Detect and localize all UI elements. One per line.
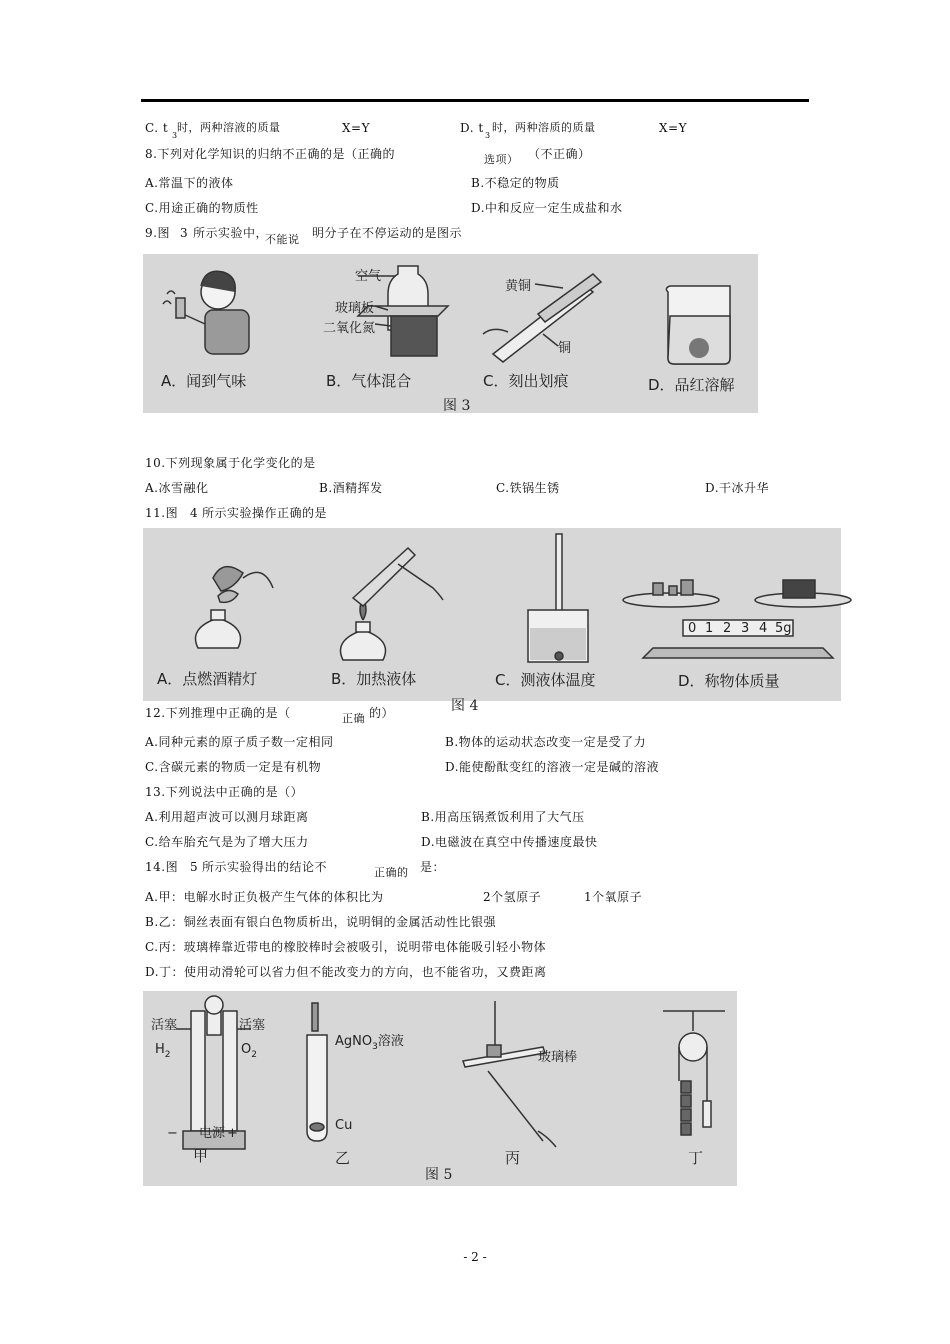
fig3-glass-label: 玻璃板 xyxy=(335,301,375,316)
q9-stem-mid: 不能说 xyxy=(265,233,300,246)
q12-option-d: D.能使酚酞变红的溶液一定是碱的溶液 xyxy=(445,760,660,774)
fig5-label-yi: 乙 xyxy=(335,1149,351,1167)
q14-option-a-mid: 2个氢原子 xyxy=(483,890,542,904)
fig4-label-b: B．加热液体 xyxy=(331,670,417,688)
q7-option-c-rel: X=Y xyxy=(342,121,371,135)
fig5-h2-label: $H_2$ xyxy=(155,1042,171,1060)
child-smelling-illustration xyxy=(163,271,249,354)
q7-option-d-rel: X=Y xyxy=(659,121,688,135)
fig3-label-c: C．刻出划痕 xyxy=(483,372,569,390)
q14-option-a-tail: 1个氧原子 xyxy=(584,890,643,904)
q7-option-d: D. t xyxy=(460,121,484,135)
scale-tick-4: 4 xyxy=(759,621,768,636)
fig4-label-d: D．称物体质量 xyxy=(678,672,780,690)
q9-fig-num: 3 xyxy=(180,226,189,240)
brass-copper-illustration xyxy=(483,274,601,362)
q13-stem: 13.下列说法中正确的是（） xyxy=(145,785,304,799)
q10-option-d: D.干冰升华 xyxy=(705,481,770,495)
page-number: - 2 - xyxy=(463,1250,487,1264)
q11-fig-num: 4 xyxy=(190,506,199,520)
q7-option-c: C. t xyxy=(145,121,169,135)
figure-5 xyxy=(143,991,737,1186)
glass-rod-illustration xyxy=(463,1001,556,1147)
q10-option-a: A.冰雪融化 xyxy=(145,481,209,495)
q12-option-c: C.含碳元素的物质一定是有机物 xyxy=(145,760,322,774)
q14-option-c: C.丙：玻璃棒靠近带电的橡胶棒时会被吸引，说明带电体能吸引轻小物体 xyxy=(145,940,547,954)
q13-option-d: D.电磁波在真空中传播速度最快 xyxy=(421,835,598,849)
scale-tick-0: 0 xyxy=(688,621,697,636)
q10-option-b: B.酒精挥发 xyxy=(319,481,383,495)
q14-option-b: B.乙：铜丝表面有银白色物质析出，说明铜的金属活动性比银强 xyxy=(145,915,497,929)
q8-option-b: B.不稳定的物质 xyxy=(471,176,560,190)
q10-option-c: C.铁锅生锈 xyxy=(496,481,560,495)
q12-option-b: B.物体的运动状态改变一定是受了力 xyxy=(445,735,647,749)
fig4-caption: 图 4 xyxy=(451,698,479,714)
fig5-agno3-label: AgNO$_3$溶液 xyxy=(335,1034,404,1052)
q8-option-d: D.中和反应一定生成盐和水 xyxy=(471,201,623,215)
fig5-glass-rod-label: 玻璃棒 xyxy=(538,1050,578,1065)
q14-stem-2: 所示实验得出的结论不 xyxy=(202,860,328,874)
q7-option-d-text: 时，两种溶质的质量 xyxy=(492,121,596,134)
q8-stem-tail: （不正确） xyxy=(528,147,591,161)
q14-fig-num: 5 xyxy=(190,860,199,874)
thermometer-beaker-illustration xyxy=(528,534,588,662)
alcohol-lamp-lighting-illustration xyxy=(196,567,274,648)
fig5-power-label: 电源 xyxy=(199,1126,226,1141)
fig5-minus: − xyxy=(167,1126,178,1141)
fig3-label-d: D．品红溶解 xyxy=(648,376,735,394)
fig3-label-b: B．气体混合 xyxy=(326,372,412,390)
q12-stem-mid: 正确 xyxy=(342,712,365,725)
fig3-no2-label: 二氧化氮 xyxy=(323,321,376,336)
fig5-caption: 图 5 xyxy=(425,1167,453,1183)
q12-option-a: A.同种元素的原子质子数一定相同 xyxy=(145,735,334,749)
fig3-copper-label: 铜 xyxy=(558,341,572,356)
q14-stem: 14.图 xyxy=(145,860,179,874)
q9-stem-2: 所示实验中， xyxy=(193,226,269,240)
q11-stem-2: 所示实验操作正确的是 xyxy=(202,506,328,520)
figure-3 xyxy=(143,254,758,413)
q8-stem: 8.下列对化学知识的归纳不正确的是（正确的 xyxy=(145,147,395,161)
fig5-label-ding: 丁 xyxy=(688,1149,704,1167)
q7-option-c-text: 时，两种溶液的质量 xyxy=(177,121,281,134)
fig3-caption: 图 3 xyxy=(443,398,471,414)
q13-option-c: C.给车胎充气是为了增大压力 xyxy=(145,835,309,849)
scale-tick-2: 2 xyxy=(723,621,732,636)
q14-stem-mid: 正确的 xyxy=(374,866,409,879)
fig5-o2-label: $O_2$ xyxy=(241,1042,257,1060)
scale-tick-1: 1 xyxy=(705,621,714,636)
q12-stem-tail: 的） xyxy=(369,706,395,720)
fig5-stopcock-left: 活塞 xyxy=(151,1018,178,1033)
heating-liquid-illustration xyxy=(341,548,444,660)
fig4-label-a: A．点燃酒精灯 xyxy=(157,670,258,688)
beaker-dye-illustration xyxy=(666,286,730,364)
test-tube-illustration xyxy=(307,1003,327,1141)
fig5-cu-label: Cu xyxy=(335,1118,353,1133)
balance-illustration xyxy=(623,580,851,658)
q9-stem-tail: 明分子在不停运动的是图示 xyxy=(312,226,463,240)
q8-option-c: C.用途正确的物质性 xyxy=(145,201,259,215)
fig3-air-label: 空气 xyxy=(355,269,382,284)
scale-tick-3: 3 xyxy=(741,621,750,636)
scale-tick-5: 5g xyxy=(775,621,792,636)
fig5-plus: + xyxy=(227,1126,238,1141)
q12-stem: 12.下列推理中正确的是（ xyxy=(145,706,291,720)
q14-option-a: A.甲：电解水时正负极产生气体的体积比为 xyxy=(145,890,384,904)
q8-option-a: A.常温下的液体 xyxy=(145,176,234,190)
q14-option-d: D.丁：使用动滑轮可以省力但不能改变力的方向，也不能省功，又费距离 xyxy=(145,965,547,979)
fig5-label-bing: 丙 xyxy=(505,1149,521,1167)
q13-option-b: B.用高压锅煮饭利用了大气压 xyxy=(421,810,585,824)
q9-stem: 9.图 xyxy=(145,226,170,240)
q14-stem-tail: 是： xyxy=(420,860,446,874)
fig3-brass-label: 黄铜 xyxy=(505,279,532,294)
fig3-label-a: A．闻到气味 xyxy=(161,372,247,390)
q7-option-d-sub: 3 xyxy=(485,131,491,140)
pulley-illustration xyxy=(663,1011,725,1135)
fig4-label-c: C．测液体温度 xyxy=(495,671,596,689)
fig5-label-jia: 甲 xyxy=(193,1147,209,1165)
q8-stem-mid: 选项） xyxy=(484,153,519,166)
fig5-stopcock-right: 活塞 xyxy=(239,1018,266,1033)
header-rule xyxy=(141,99,809,102)
q10-stem: 10.下列现象属于化学变化的是 xyxy=(145,456,316,470)
q11-stem: 11.图 xyxy=(145,506,179,520)
q7-option-c-sub: 3 xyxy=(172,131,178,140)
q13-option-a: A.利用超声波可以测月球距离 xyxy=(145,810,309,824)
